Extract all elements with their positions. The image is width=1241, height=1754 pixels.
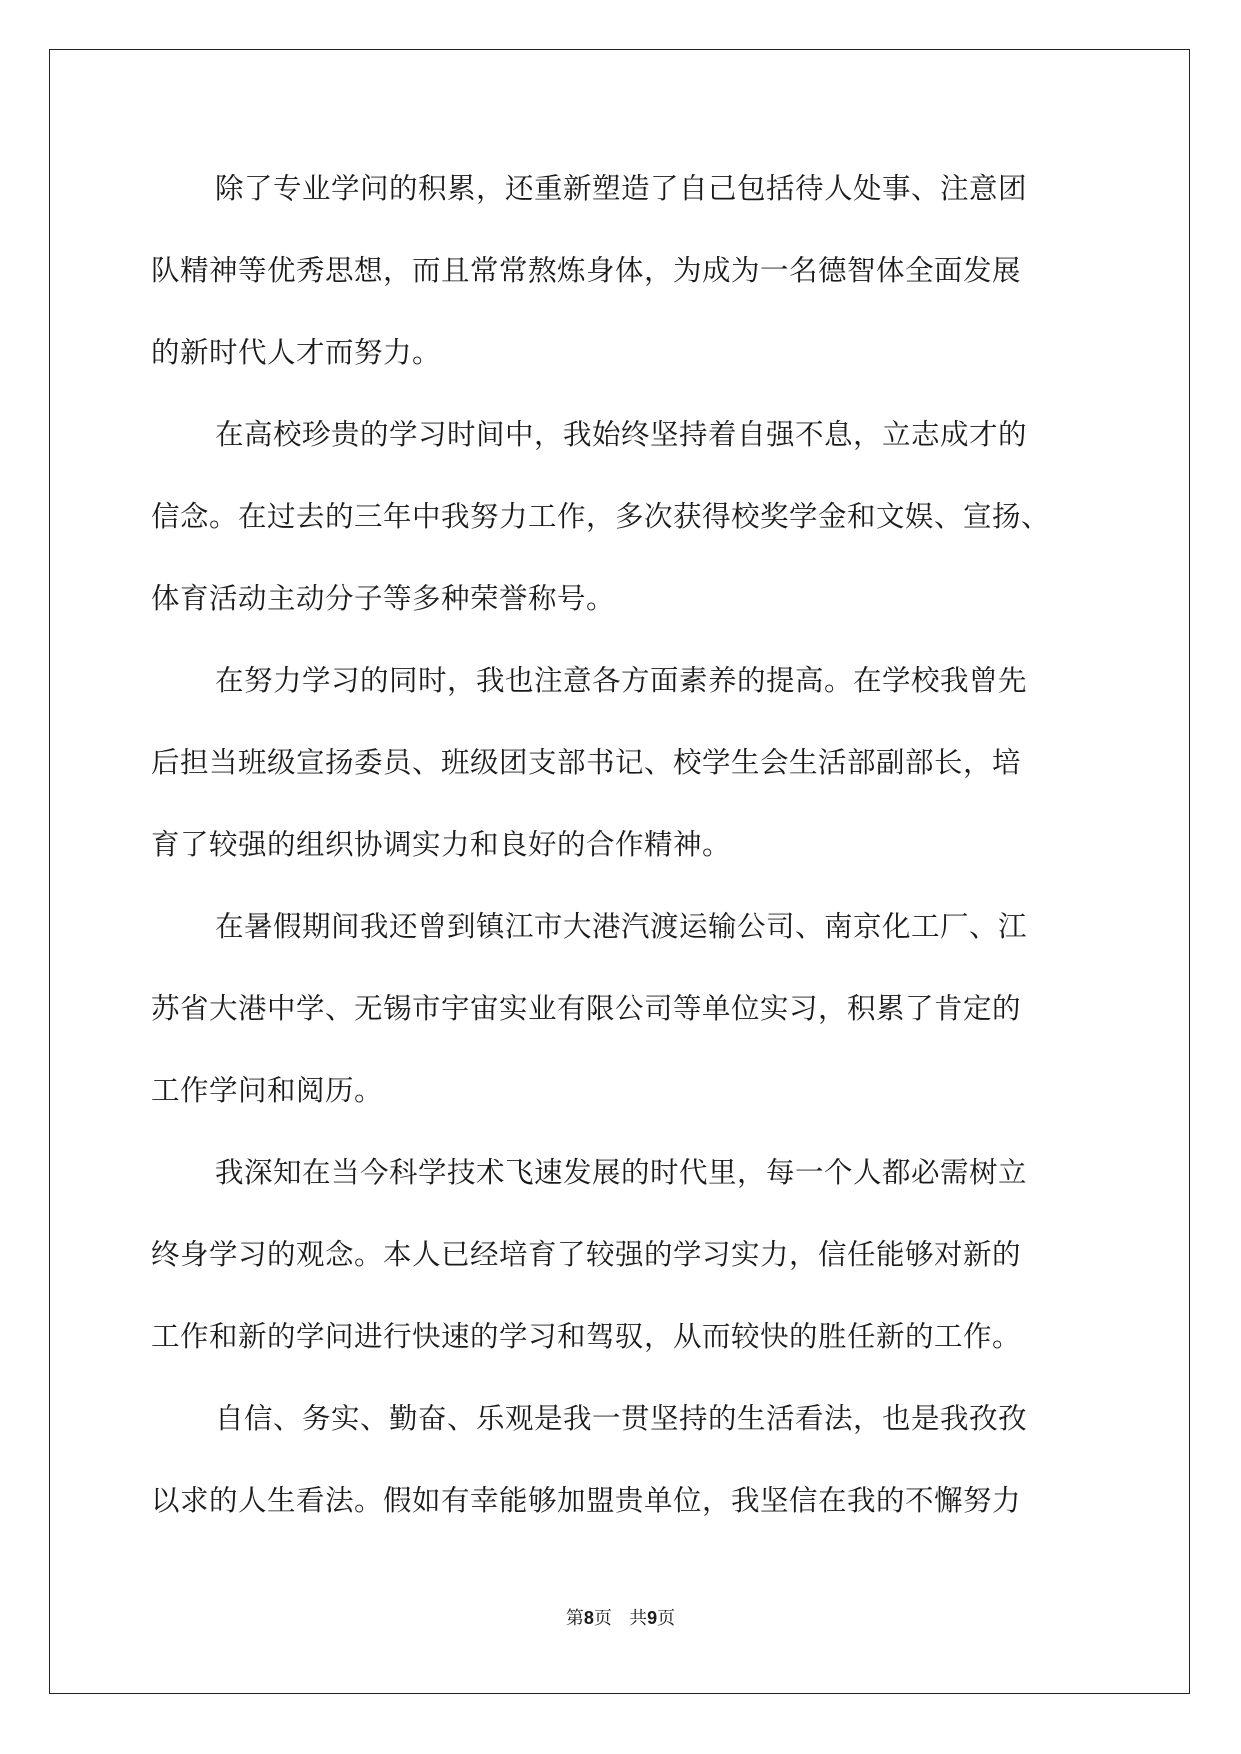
total-prefix: 共	[629, 1608, 648, 1629]
document-body	[151, 164, 1081, 1558]
page-suffix: 页	[593, 1608, 612, 1629]
text-line: 苏省大港中学、无锡市宇宙实业有限公司等单位实习，积累了肯定的	[151, 992, 1022, 1025]
text-line: 除了专业学问的积累，还重新塑造了自己包括待人处事、注意团	[215, 172, 1028, 205]
text-line: 在暑假期间我还曾到镇江市大港汽渡运输公司、南京化工厂、江	[215, 910, 1028, 943]
text-line: 我深知在当今科学技术飞速发展的时代里，每一个人都必需树立	[215, 1156, 1028, 1189]
page-prefix: 第	[565, 1608, 584, 1629]
text-line: 工作学问和阅历。	[151, 1074, 384, 1107]
text-line: 队精神等优秀思想，而且常常熬炼身体，为成为一名德智体全面发展	[151, 254, 1022, 287]
text-line: 在高校珍贵的学习时间中，我始终坚持着自强不息，立志成才的	[215, 418, 1028, 451]
text-line: 的新时代人才而努力。	[151, 336, 442, 369]
text-line: 在努力学习的同时，我也注意各方面素养的提高。在学校我曾先	[215, 664, 1028, 697]
text-line: 以求的人生看法。假如有幸能够加盟贵单位，我坚信在我的不懈努力	[151, 1484, 1022, 1517]
total-suffix: 页	[657, 1608, 676, 1629]
text-line: 信念。在过去的三年中我努力工作，多次获得校奖学金和文娱、宣扬、	[151, 500, 1051, 533]
text-line: 工作和新的学问进行快速的学习和驾驭，从而较快的胜任新的工作。	[151, 1320, 1022, 1353]
total-pages: 9	[647, 1608, 658, 1628]
text-line: 自信、务实、勤奋、乐观是我一贯坚持的生活看法，也是我孜孜	[215, 1402, 1028, 1435]
text-line: 育了较强的组织协调实力和良好的合作精神。	[151, 828, 732, 861]
page-number: 8	[583, 1608, 594, 1628]
text-line: 终身学习的观念。本人已经培育了较强的学习实力，信任能够对新的	[151, 1238, 1022, 1271]
text-line: 体育活动主动分子等多种荣誉称号。	[151, 582, 616, 615]
page-footer	[0, 1604, 1241, 1630]
text-line: 后担当班级宣扬委员、班级团支部书记、校学生会生活部副部长，培	[151, 746, 1022, 779]
